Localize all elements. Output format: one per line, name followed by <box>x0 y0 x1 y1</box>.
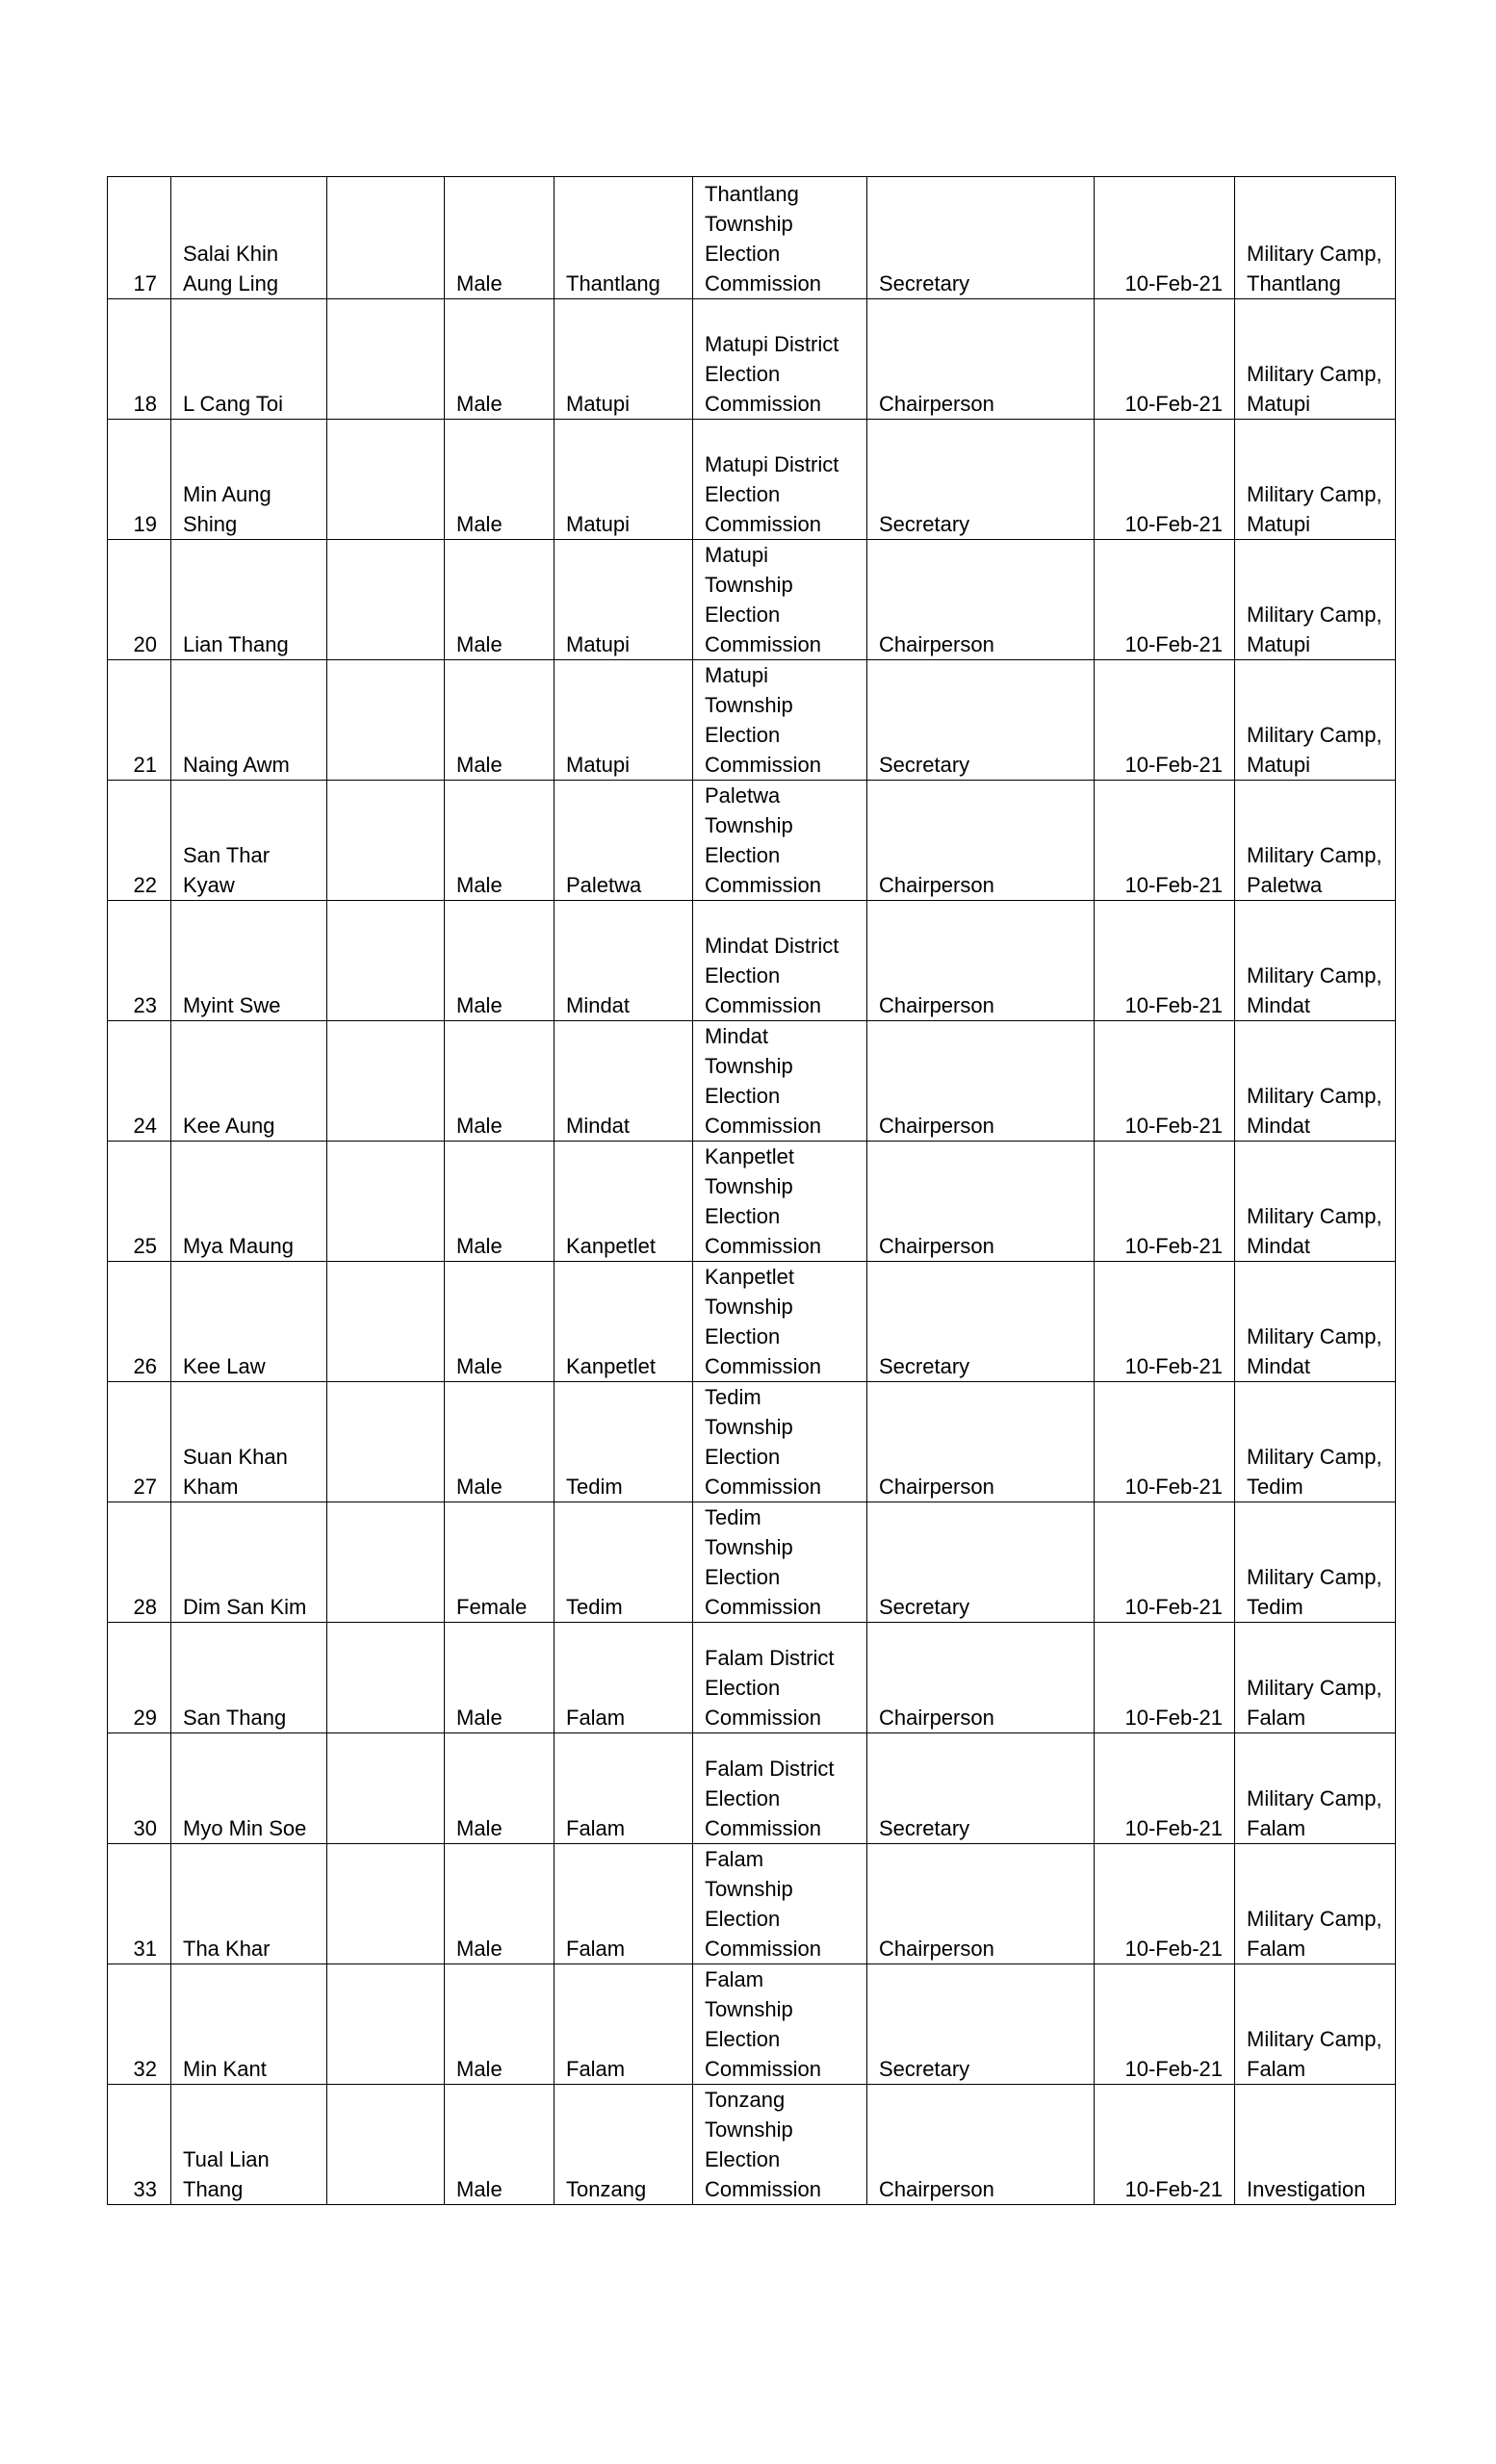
role: Chairperson <box>867 2085 1095 2205</box>
date: 10-Feb-21 <box>1095 781 1235 901</box>
table-row <box>108 299 1396 420</box>
person-name: Lian Thang <box>171 540 327 660</box>
blank-cell <box>327 1964 445 2085</box>
row-number: 33 <box>108 2085 171 2205</box>
row-number: 26 <box>108 1262 171 1382</box>
position-body: Matupi Township Election Commission <box>693 540 867 660</box>
table-row <box>108 901 1396 1021</box>
role: Chairperson <box>867 1382 1095 1502</box>
position-body: Mindat Township Election Commission <box>693 1021 867 1142</box>
location: Military Camp, Paletwa <box>1235 781 1396 901</box>
township: Matupi <box>555 420 693 540</box>
row-number: 21 <box>108 660 171 781</box>
person-name: Kee Law <box>171 1262 327 1382</box>
position-body: Tedim Township Election Commission <box>693 1382 867 1502</box>
blank-cell <box>327 1262 445 1382</box>
blank-cell <box>327 1502 445 1623</box>
date: 10-Feb-21 <box>1095 901 1235 1021</box>
table-row <box>108 420 1396 540</box>
position-body: Falam Township Election Commission <box>693 1844 867 1964</box>
township: Falam <box>555 1964 693 2085</box>
person-name: Min Aung Shing <box>171 420 327 540</box>
township: Falam <box>555 1844 693 1964</box>
location: Military Camp, Mindat <box>1235 1021 1396 1142</box>
gender: Male <box>445 660 555 781</box>
position-body: Kanpetlet Township Election Commission <box>693 1142 867 1262</box>
date: 10-Feb-21 <box>1095 1502 1235 1623</box>
table-row <box>108 177 1396 299</box>
row-number: 20 <box>108 540 171 660</box>
township: Thantlang <box>555 177 693 299</box>
township: Falam <box>555 1623 693 1733</box>
gender: Male <box>445 1021 555 1142</box>
role: Secretary <box>867 1502 1095 1623</box>
location: Military Camp, Matupi <box>1235 299 1396 420</box>
location: Military Camp, Falam <box>1235 1623 1396 1733</box>
role: Secretary <box>867 660 1095 781</box>
role: Secretary <box>867 177 1095 299</box>
location: Military Camp, Falam <box>1235 1844 1396 1964</box>
row-number: 19 <box>108 420 171 540</box>
township: Mindat <box>555 1021 693 1142</box>
blank-cell <box>327 1733 445 1844</box>
role: Chairperson <box>867 1142 1095 1262</box>
role: Chairperson <box>867 1844 1095 1964</box>
row-number: 27 <box>108 1382 171 1502</box>
gender: Male <box>445 1382 555 1502</box>
table-row <box>108 1382 1396 1502</box>
role: Chairperson <box>867 901 1095 1021</box>
township: Matupi <box>555 660 693 781</box>
blank-cell <box>327 1382 445 1502</box>
date: 10-Feb-21 <box>1095 1964 1235 2085</box>
date: 10-Feb-21 <box>1095 2085 1235 2205</box>
township: Kanpetlet <box>555 1262 693 1382</box>
role: Secretary <box>867 1262 1095 1382</box>
position-body: Falam District Election Commission <box>693 1733 867 1844</box>
row-number: 32 <box>108 1964 171 2085</box>
person-name: San Thang <box>171 1623 327 1733</box>
table-row <box>108 2085 1396 2205</box>
blank-cell <box>327 540 445 660</box>
gender: Male <box>445 901 555 1021</box>
row-number: 31 <box>108 1844 171 1964</box>
person-name: L Cang Toi <box>171 299 327 420</box>
role: Chairperson <box>867 1623 1095 1733</box>
date: 10-Feb-21 <box>1095 1262 1235 1382</box>
table-row <box>108 1142 1396 1262</box>
row-number: 28 <box>108 1502 171 1623</box>
location: Military Camp, Matupi <box>1235 420 1396 540</box>
date: 10-Feb-21 <box>1095 1844 1235 1964</box>
gender: Male <box>445 1623 555 1733</box>
date: 10-Feb-21 <box>1095 1733 1235 1844</box>
gender: Male <box>445 1262 555 1382</box>
blank-cell <box>327 1623 445 1733</box>
blank-cell <box>327 420 445 540</box>
gender: Male <box>445 420 555 540</box>
position-body: Kanpetlet Township Election Commission <box>693 1262 867 1382</box>
row-number: 22 <box>108 781 171 901</box>
row-number: 25 <box>108 1142 171 1262</box>
person-name: Tual Lian Thang <box>171 2085 327 2205</box>
position-body: Thantlang Township Election Commission <box>693 177 867 299</box>
person-name: San Thar Kyaw <box>171 781 327 901</box>
role: Chairperson <box>867 540 1095 660</box>
position-body: Mindat District Election Commission <box>693 901 867 1021</box>
date: 10-Feb-21 <box>1095 420 1235 540</box>
township: Matupi <box>555 540 693 660</box>
table-row <box>108 1844 1396 1964</box>
date: 10-Feb-21 <box>1095 660 1235 781</box>
table-row <box>108 1733 1396 1844</box>
position-body: Falam Township Election Commission <box>693 1964 867 2085</box>
location: Military Camp, Mindat <box>1235 1142 1396 1262</box>
gender: Male <box>445 1142 555 1262</box>
row-number: 29 <box>108 1623 171 1733</box>
row-number: 23 <box>108 901 171 1021</box>
person-name: Tha Khar <box>171 1844 327 1964</box>
location: Military Camp, Falam <box>1235 1733 1396 1844</box>
date: 10-Feb-21 <box>1095 1021 1235 1142</box>
position-body: Paletwa Township Election Commission <box>693 781 867 901</box>
person-name: Salai Khin Aung Ling <box>171 177 327 299</box>
role: Secretary <box>867 1733 1095 1844</box>
township: Kanpetlet <box>555 1142 693 1262</box>
table-row <box>108 781 1396 901</box>
person-name: Naing Awm <box>171 660 327 781</box>
blank-cell <box>327 781 445 901</box>
date: 10-Feb-21 <box>1095 1623 1235 1733</box>
records-table <box>107 176 1396 2205</box>
row-number: 30 <box>108 1733 171 1844</box>
person-name: Suan Khan Kham <box>171 1382 327 1502</box>
location: Investigation <box>1235 2085 1396 2205</box>
role: Chairperson <box>867 781 1095 901</box>
gender: Male <box>445 1844 555 1964</box>
township: Mindat <box>555 901 693 1021</box>
role: Chairperson <box>867 299 1095 420</box>
blank-cell <box>327 1844 445 1964</box>
person-name: Myint Swe <box>171 901 327 1021</box>
row-number: 18 <box>108 299 171 420</box>
blank-cell <box>327 901 445 1021</box>
location: Military Camp, Tedim <box>1235 1382 1396 1502</box>
blank-cell <box>327 2085 445 2205</box>
position-body: Falam District Election Commission <box>693 1623 867 1733</box>
township: Tedim <box>555 1382 693 1502</box>
role: Secretary <box>867 1964 1095 2085</box>
blank-cell <box>327 1021 445 1142</box>
table-row <box>108 1262 1396 1382</box>
location: Military Camp, Tedim <box>1235 1502 1396 1623</box>
township: Matupi <box>555 299 693 420</box>
blank-cell <box>327 299 445 420</box>
position-body: Matupi District Election Commission <box>693 299 867 420</box>
role: Chairperson <box>867 1021 1095 1142</box>
date: 10-Feb-21 <box>1095 299 1235 420</box>
township: Paletwa <box>555 781 693 901</box>
table-row <box>108 1964 1396 2085</box>
blank-cell <box>327 1142 445 1262</box>
row-number: 17 <box>108 177 171 299</box>
location: Military Camp, Mindat <box>1235 1262 1396 1382</box>
township: Falam <box>555 1733 693 1844</box>
location: Military Camp, Thantlang <box>1235 177 1396 299</box>
gender: Male <box>445 1964 555 2085</box>
gender: Male <box>445 1733 555 1844</box>
person-name: Kee Aung <box>171 1021 327 1142</box>
person-name: Myo Min Soe <box>171 1733 327 1844</box>
location: Military Camp, Matupi <box>1235 660 1396 781</box>
date: 10-Feb-21 <box>1095 1382 1235 1502</box>
table-row <box>108 1623 1396 1733</box>
table-row <box>108 660 1396 781</box>
gender: Male <box>445 781 555 901</box>
position-body: Matupi District Election Commission <box>693 420 867 540</box>
gender: Male <box>445 299 555 420</box>
table-row <box>108 1502 1396 1623</box>
table-row <box>108 1021 1396 1142</box>
date: 10-Feb-21 <box>1095 1142 1235 1262</box>
position-body: Tedim Township Election Commission <box>693 1502 867 1623</box>
township: Tedim <box>555 1502 693 1623</box>
location: Military Camp, Matupi <box>1235 540 1396 660</box>
gender: Male <box>445 2085 555 2205</box>
person-name: Min Kant <box>171 1964 327 2085</box>
position-body: Tonzang Township Election Commission <box>693 2085 867 2205</box>
position-body: Matupi Township Election Commission <box>693 660 867 781</box>
row-number: 24 <box>108 1021 171 1142</box>
date: 10-Feb-21 <box>1095 177 1235 299</box>
blank-cell <box>327 660 445 781</box>
date: 10-Feb-21 <box>1095 540 1235 660</box>
blank-cell <box>327 177 445 299</box>
table-row <box>108 540 1396 660</box>
role: Secretary <box>867 420 1095 540</box>
person-name: Dim San Kim <box>171 1502 327 1623</box>
township: Tonzang <box>555 2085 693 2205</box>
gender: Female <box>445 1502 555 1623</box>
gender: Male <box>445 540 555 660</box>
gender: Male <box>445 177 555 299</box>
person-name: Mya Maung <box>171 1142 327 1262</box>
location: Military Camp, Falam <box>1235 1964 1396 2085</box>
location: Military Camp, Mindat <box>1235 901 1396 1021</box>
